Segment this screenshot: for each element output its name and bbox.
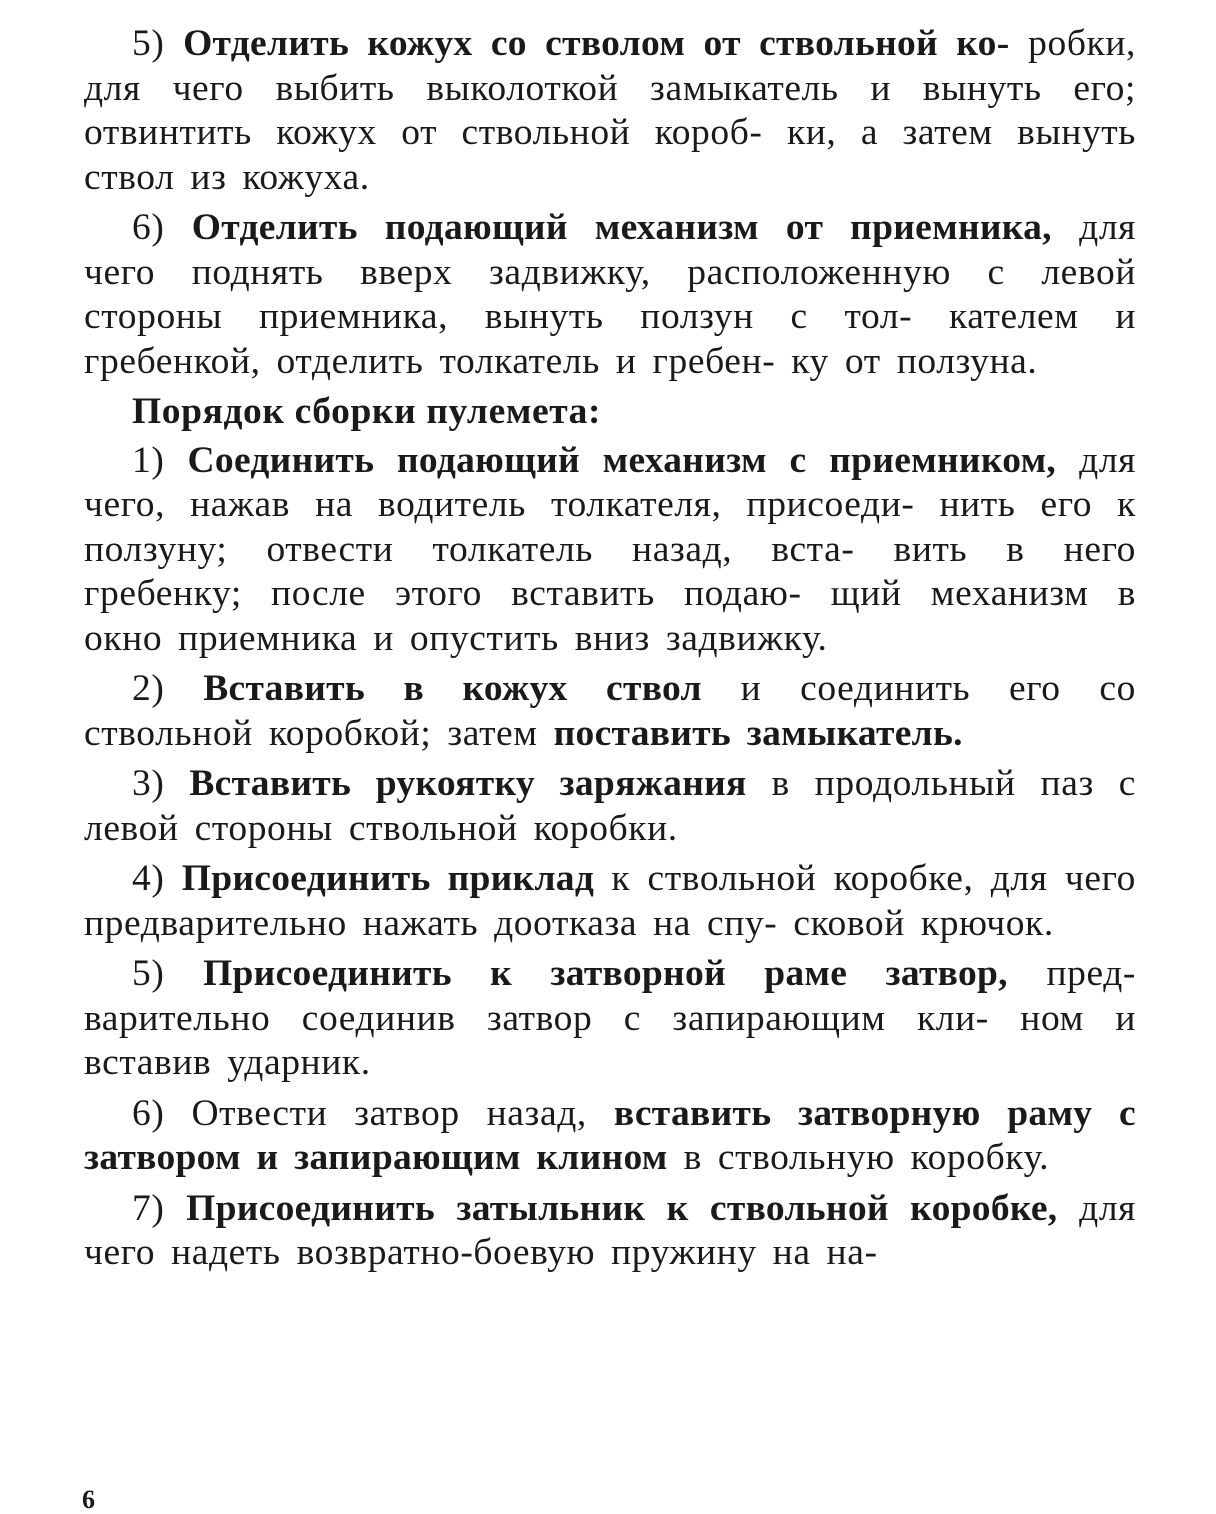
item-text: и соединить его со ствольной коробкой; затем <box>84 668 1137 754</box>
paragraph-assembly-6 <box>84 1092 1136 1181</box>
item-prefix: 2) <box>132 668 165 709</box>
item-bold-text: Отделить кожух со стволом от ствольной ко- <box>183 23 1010 64</box>
paragraph-disassembly-5 <box>84 22 1136 200</box>
paragraph-assembly-1 <box>84 439 1136 662</box>
item-prefix: 5) <box>132 23 165 64</box>
paragraph-assembly-4 <box>84 857 1136 946</box>
paragraph-assembly-2 <box>84 667 1136 756</box>
item-text: робки, для чего выбить выколоткой замыкатель и вынуть его; отвинтить кожух от ствольной короб- ки, а затем вынуть ствол из кожуха. <box>84 23 1136 198</box>
item-prefix: 5) <box>132 953 165 994</box>
page-number: 6 <box>82 1485 95 1514</box>
item-bold-text: Вставить рукоятку заряжания <box>189 763 747 804</box>
item-bold-text: вставить затворную раму с затвором и запирающим клином <box>84 1092 1136 1178</box>
item-text: для чего поднять вверх задвижку, расположенную с левой стороны приемника, вынуть ползун с тол- кателем и гребенкой, отделить толкатель и гребен- ку от ползуна. <box>84 207 1136 382</box>
item-text: в ствольную коробку. <box>667 1137 1050 1178</box>
assembly-heading: Порядок сборки пулемета: <box>132 391 602 432</box>
item-prefix: 1) <box>132 439 165 481</box>
item-prefix: 4) <box>132 858 165 899</box>
item-text-before: Отвести затвор назад, <box>191 1092 614 1134</box>
document-page <box>84 22 1136 1282</box>
item-prefix: 6) <box>132 1092 165 1134</box>
item-text: к ствольной коробке, для чего предварительно нажать доотказа на спу- сковой крючок. <box>84 858 1136 944</box>
item-bold-text: Присоединить приклад <box>181 858 595 899</box>
item-prefix: 7) <box>132 1187 165 1229</box>
paragraph-disassembly-6 <box>84 206 1136 384</box>
item-prefix: 3) <box>132 763 165 804</box>
item-text: для чего, нажав на водитель толкателя, присоеди- нить его к ползуну; отвести толкатель назад, вста- вить в него гребенку; после этого вставить подаю- щий механизм в окно приемника и опустить вниз задвижку. <box>84 439 1136 659</box>
item-text: в продольный паз с левой стороны ствольной коробки. <box>84 763 1136 849</box>
item-bold-text: Соединить подающий механизм с приемником, <box>187 439 1057 481</box>
item-bold-text: Присоединить затыльник к ствольной коробке, <box>186 1187 1058 1229</box>
paragraph-assembly-3 <box>84 762 1136 851</box>
item-text: пред- варительно соединив затвор с запирающим кли- ном и вставив ударник. <box>84 953 1136 1083</box>
item-bold-text: Отделить подающий механизм от приемника, <box>191 207 1052 248</box>
item-text: для чего надеть возвратно-боевую пружину на на- <box>84 1187 1136 1273</box>
item-bold-text: Присоединить к затворной раме затвор, <box>203 953 1008 994</box>
item-bold-text-2: поставить замыкатель. <box>553 712 963 754</box>
paragraph-assembly-7 <box>84 1187 1136 1276</box>
item-prefix: 6) <box>132 207 165 248</box>
item-bold-text: Вставить в кожух ствол <box>203 668 702 709</box>
paragraph-assembly-5 <box>84 952 1136 1086</box>
